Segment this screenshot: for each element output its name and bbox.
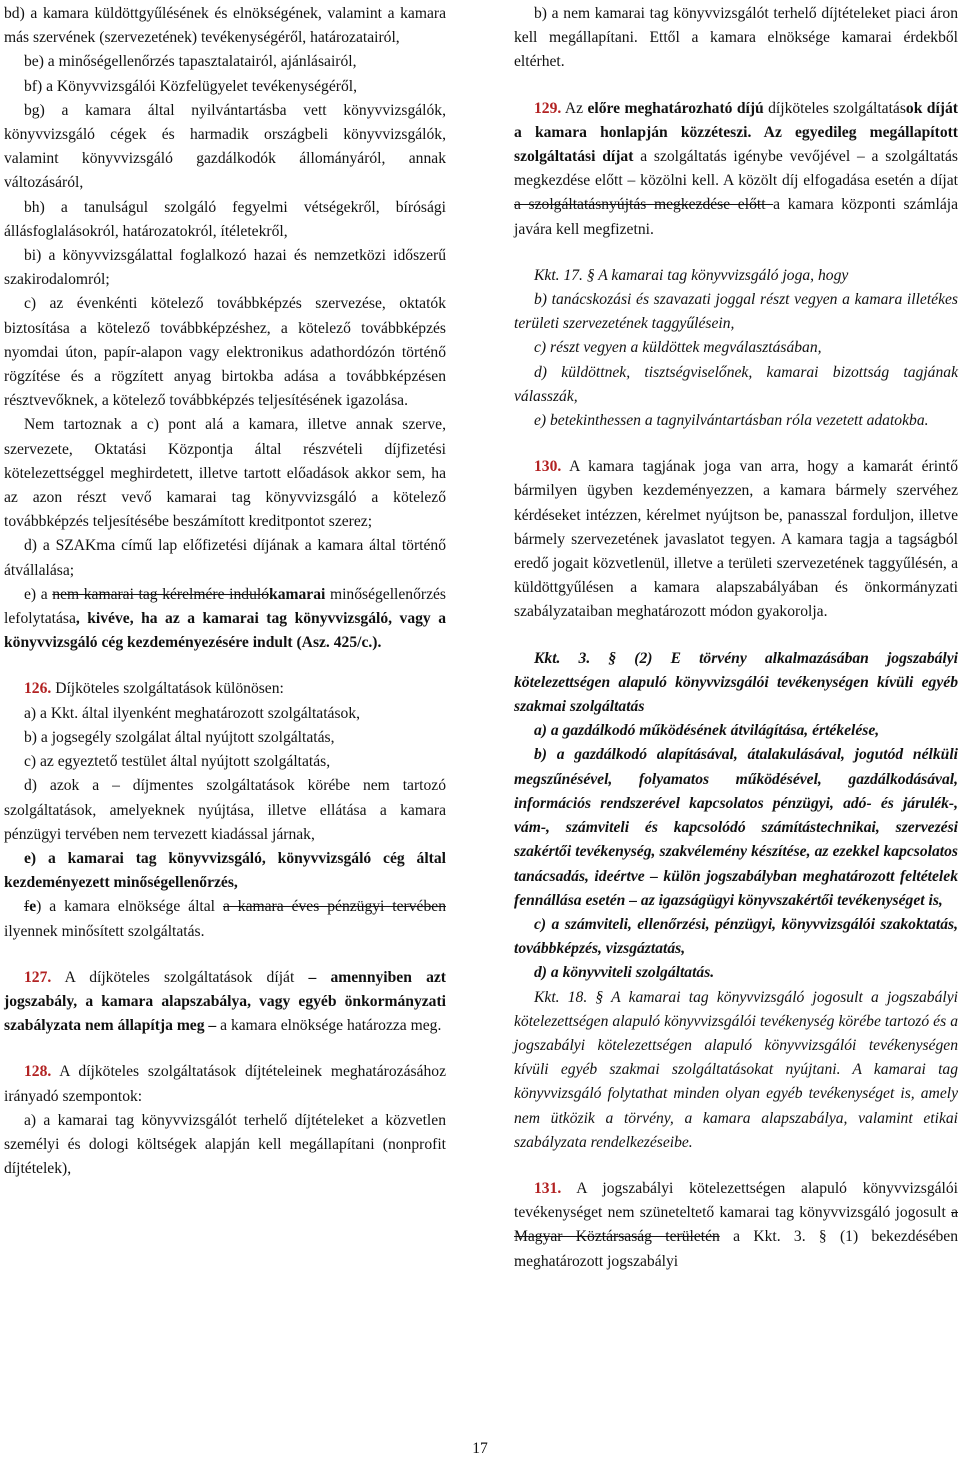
strikethrough-text: a szolgáltatásnyújtás megkezdése előtt — [514, 196, 774, 214]
kkt17-d: d) küldöttnek, tisztségviselőnek, kamarai bizottság tagjának válasszák, — [514, 363, 958, 405]
item-126-c: c) az egyeztető testület által nyújtott szolgáltatás, — [24, 753, 331, 771]
right-column — [514, 2, 958, 1274]
strikethrough-text: nem kamarai tag kérelmére induló — [52, 585, 270, 603]
kkt17-b: b) tanácskozási és szavazati joggal részt vegyen a kamara illetékes területi szervezetének taggyűlésein, — [514, 291, 958, 333]
item-be: be) a minőségellenőrzés tapasztalatairól, ajánlásairól, — [24, 53, 357, 71]
left-column — [4, 2, 446, 1181]
page-number: 17 — [472, 1440, 488, 1457]
kkt17-c: c) részt vegyen a küldöttek megválasztásában, — [534, 339, 822, 357]
kkt3-c: c) a számviteli, ellenőrzési, pénzügyi, könyvvizsgálói szakoktatás, továbbképzés, vizsgáztatás, — [514, 915, 958, 958]
kkt18: Kkt. 18. § A kamarai tag könyvvizsgáló jogosult a jogszabályi kötelezettségen alapuló könyvvizsgálói tevékenység körébe tartozó és a jogszabályi kötelezettségen alapuló könyvvizsgálói tevékenységen kívüli egyéb szakmai szolgáltatásokat nyújtani. A kamarai tag könyvvizsgáló folytathat minden olyan egyéb tevékenységet is, amely nem ütközik a törvény, a kamara alapszabálya, valamint etikai szabályzata rendelkezéseibe. — [514, 988, 958, 1151]
kkt3-b: b) a gazdálkodó alapításával, átalakulásával, jogutód nélküli megszűnésével, folyamatos működésével, gazdálkodásával, információs rendszerével kapcsolatos pénzügyi, adó- és járulék-, vám-, számviteli és kapcsolódó számítástechnikai, szervezési szakértői tevékenység, szakvélemény készítése, az ezekkel kapcsolatos tanácsadás, ideértve – külön jogszabályban meghatározott feltételek fennállása esetén – az igazságügyi könyvszakértői tevékenységet is, — [514, 746, 958, 909]
section-128: 128. A díjköteles szolgáltatások díjtételeinek meghatározásához irányadó szempontok: — [4, 1063, 446, 1105]
section-129: 129. Az előre meghatározható díjú díjköteles szolgáltatások díját a kamara honlapján közzéteszi. Az egyedileg megállapított szolgáltatási díjat a szolgáltatás igénybe vevőjével – a szolgáltatás megkezdése előtt – közölni kell. A közölt díj elfogadása esetén a díjat a szolgáltatásnyújtás megkezdése előtt a kamara központi számlája javára kell megfizetni. — [514, 99, 958, 238]
item-126-f: fe) a kamara elnöksége által a kamara éves pénzügyi tervében ilyennek minősített szolgáltatás. — [4, 898, 446, 940]
item-c: c) az évenkénti kötelező továbbképzés szervezése, oktatók biztosítása a kötelező továbbképzéshez, a kötelező továbbképzés nyomdai úton, papír-alapon vagy elektronikus adathordózón történő rögzítése és a rögzített anyag birtokba adása a továbbképzésen résztvevőknek, a kötelező továbbképzés teljesítésének igazolása. — [4, 295, 446, 410]
section-number: 127. — [24, 968, 52, 986]
item-128-a: a) a kamarai tag könyvvizsgálót terhelő díjtételeket a közvetlen személyi és dologi költségek alapján kell megállapítani (nonprofit díjtételek), — [4, 1111, 446, 1178]
section-number: 126. — [24, 680, 52, 698]
item-126-d: d) azok a – díjmentes szolgáltatások körébe nem tartozó szolgáltatások, amelyeknek nyújtása, illetve ellátása a kamara pénzügyi tervében nem tervezett kiadással járnak, — [4, 777, 446, 843]
item-bg: bg) a kamara által nyilvántartásba vett könyvvizsgálók, könyvvizsgáló cégek és harmadik országbeli könyvvizsgálók, valamint könyvvizsgáló gazdálkodók állományáról, annak változásáról, — [4, 101, 446, 192]
section-130: 130. A kamara tagjának joga van arra, hogy a kamarát érintő bármilyen ügyben kezdeményezzen, a kamara bármely szervéhez kérdéseket intézzen, kérelmet nyújtson be, panasszal forduljon, illetve bármely szervezetének javaslatot tegyen. A kamara tagja a tagságból eredő jogait közvetlenül, illetve a területi szervezetének taggyűlésén, a küldöttgyűlésen a kamara alapszabályában és önkormányzati szabályzataiban meghatározott módon gyakorolja. — [514, 458, 958, 621]
section-number: 131. — [534, 1179, 562, 1197]
kkt3-d: d) a könyvviteli szolgáltatás. — [534, 964, 715, 982]
item-128-b: b) a nem kamarai tag könyvvizsgálót terhelő díjtételeket piaci áron kell megállapítani. Ettől a kamara elnöksége kamarai érdekből eltérhet. — [514, 5, 958, 71]
kkt17-e: e) betekinthessen a tagnyilvántartásban róla vezetett adatokba. — [534, 412, 929, 430]
kkt3-head: Kkt. 3. § (2) E törvény alkalmazásában jogszabályi kötelezettségen alapuló könyvvizsgálói tevékenységen kívüli egyéb szakmai szolgáltatás — [514, 649, 958, 716]
section-127: 127. A díjköteles szolgáltatások díját – amennyiben azt jogszabály, a kamara alapszabálya, vagy egyéb önkormányzati szabályzata nem állapítja meg – a kamara elnöksége határozza meg. — [4, 968, 447, 1035]
item-bd: bd) a kamara küldöttgyűlésének és elnökségének, valamint a kamara más szervének (szervezetének) tevékenységéről, határozatairól, — [4, 5, 446, 47]
item-126-b: b) a jogsegély szolgálat által nyújtott szolgáltatás, — [24, 728, 335, 746]
paragraph-nem-tartoznak: Nem tartoznak a c) pont alá a kamara, illetve annak szerve, szervezete, Oktatási Központja által részvételi díjfizetési kötelezettséggel meghirdetett, illetve tartott előadások akkor sem, ha az azon részt vevő kamarai tag könyvvizsgáló a kötelező továbbképzés teljesítésébe beszámított kreditpontot szerez; — [4, 416, 446, 531]
item-bh: bh) a tanulságul szolgáló fegyelmi vétségekről, bírósági állásfoglalásokról, határozatokról, ítéletekről, — [4, 198, 446, 240]
item-126-e: e) a kamarai tag könyvvizsgáló, könyvvizsgáló cég által kezdeményezett minőségellenőrzés, — [4, 849, 446, 892]
section-number: 130. — [534, 458, 562, 476]
section-131: 131. A jogszabályi kötelezettségen alapuló könyvvizsgálói tevékenységet nem szüneteltető kamarai tag könyvvizsgáló jogosult a Magyar Köztársaság területén a Kkt. 3. § (1) bekezdésében meghatározott jogszabályi — [514, 1179, 959, 1270]
kkt17-head: Kkt. 17. § A kamarai tag könyvvizsgáló joga, hogy — [534, 266, 849, 284]
strikethrough-text: a Magyar Köztársaság területén — [514, 1204, 958, 1246]
item-bf: bf) a Könyvvizsgálói Közfelügyelet tevékenységéről, — [24, 77, 357, 95]
section-number: 128. — [24, 1063, 52, 1081]
item-e: e) a nem kamarai tag kérelmére indulókamarai minőségellenőrzés lefolytatása, kivéve, ha az a kamarai tag könyvvizsgáló, vagy a könyvvizsgáló cég kezdeményezésére indult (Asz. 425/c.). — [4, 585, 446, 652]
section-126: 126. Díjköteles szolgáltatások különösen: — [24, 680, 284, 698]
kkt3-a: a) a gazdálkodó működésének átvilágítása, értékelése, — [534, 722, 880, 740]
item-d: d) a SZAKma című lap előfizetési díjának a kamara által történő átvállalása; — [4, 537, 446, 579]
strikethrough-text: a kamara éves pénzügyi tervében — [222, 898, 446, 916]
section-number: 129. — [534, 99, 562, 117]
item-126-a: a) a Kkt. által ilyenként meghatározott szolgáltatások, — [24, 704, 361, 722]
item-bi: bi) a könyvvizsgálattal foglalkozó hazai és nemzetközi időszerű szakirodalomról; — [4, 247, 446, 289]
